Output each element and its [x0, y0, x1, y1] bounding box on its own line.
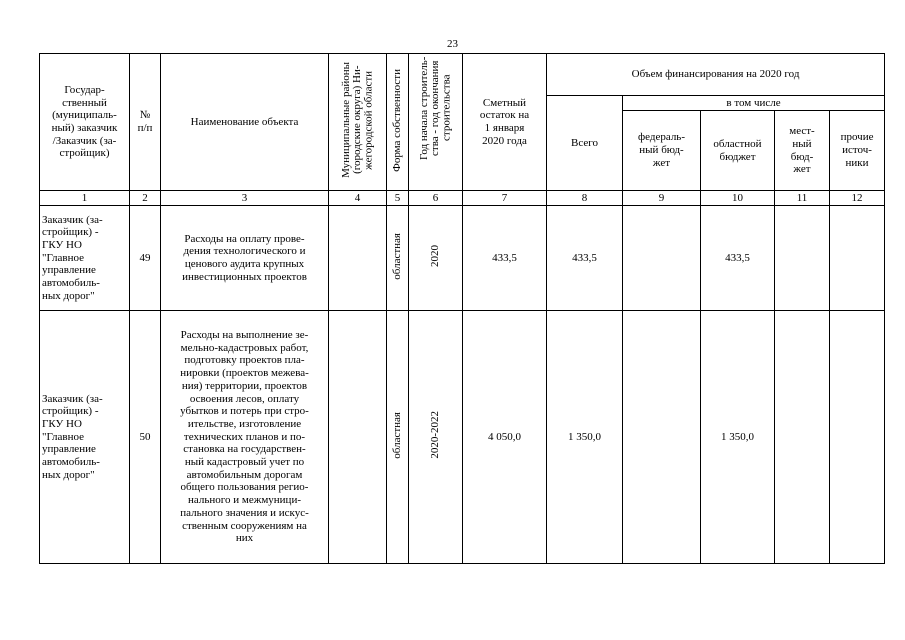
row-customer-text: Заказчик (за- стройщик) - ГКУ НО "Главное управление автомобиль- ных дорог"	[42, 213, 103, 302]
row-ownership	[387, 206, 409, 311]
row-other	[830, 311, 885, 564]
header-federal-text: федераль- ный бюд- жет	[638, 131, 685, 169]
column-number: 10	[701, 191, 775, 206]
header-object-name-text: Наименование объекта	[190, 115, 299, 128]
header-other-text: прочие источ- ники	[840, 131, 874, 169]
page-number: 23	[447, 38, 458, 50]
header-district-text: Муниципальные районы (городские округа) Ни- жегородской области	[339, 62, 375, 179]
row-ownership-text: областная	[390, 232, 403, 280]
header-customer-text: Государ- ственный (муниципаль- ный) заказчик /Заказчик (за- стройщик)	[51, 83, 118, 160]
header-object-name	[161, 54, 329, 191]
row-federal	[623, 311, 701, 564]
row-other	[830, 206, 885, 311]
column-number: 9	[623, 191, 701, 206]
header-row-1	[40, 54, 885, 96]
column-number: 11	[775, 191, 830, 206]
row-years-text: 2020-2022	[428, 411, 441, 459]
header-financing-group-text: Объем финансирования на 2020 год	[631, 68, 800, 81]
column-number: 4	[329, 191, 387, 206]
header-regional	[701, 111, 775, 191]
row-years	[409, 206, 463, 311]
header-total-text: Всего	[571, 136, 598, 149]
row-district	[329, 206, 387, 311]
row-ownership-text: областная	[390, 411, 403, 459]
row-local	[775, 311, 830, 564]
row-regional: 433,5	[701, 206, 775, 311]
row-num: 49	[130, 206, 161, 311]
row-estimated-balance: 433,5	[463, 206, 547, 311]
header-customer	[40, 54, 130, 191]
header-federal	[623, 111, 701, 191]
table-row	[40, 311, 885, 564]
header-ownership-text: Форма собственности	[390, 68, 403, 172]
header-including	[623, 96, 885, 111]
header-ownership	[387, 54, 409, 191]
row-customer	[40, 206, 130, 311]
column-number: 2	[130, 191, 161, 206]
row-customer-text: Заказчик (за- стройщик) - ГКУ НО "Главное управление автомобиль- ных дорог"	[42, 392, 103, 481]
column-number: 8	[547, 191, 623, 206]
header-local	[775, 111, 830, 191]
column-number: 6	[409, 191, 463, 206]
column-number: 12	[830, 191, 885, 206]
header-local-text: мест- ный бюд- жет	[789, 125, 815, 176]
column-number: 5	[387, 191, 409, 206]
header-estimated-balance	[463, 54, 547, 191]
row-total: 433,5	[547, 206, 623, 311]
header-estimated-balance-text: Сметный остаток на 1 января 2020 года	[479, 96, 530, 147]
row-regional: 1 350,0	[701, 311, 775, 564]
row-ownership	[387, 311, 409, 564]
column-number: 1	[40, 191, 130, 206]
header-financing-group	[547, 54, 885, 96]
row-district	[329, 311, 387, 564]
row-local	[775, 206, 830, 311]
row-object-name	[161, 206, 329, 311]
row-object-name	[161, 311, 329, 564]
header-regional-text: областной бюджет	[713, 137, 762, 163]
column-number-row	[40, 191, 885, 206]
header-including-text: в том числе	[726, 96, 781, 109]
header-num	[130, 54, 161, 191]
row-years-text: 2020	[428, 245, 441, 268]
row-object-name-text: Расходы на выполнение зе- мельно-кадастровых работ, подготовку проектов пла- нировки (проектов межева- ния) территории, проектов освоения лесов, оплату убытков и потерь при стро- ительстве, изготовление технических планов и по- становка на государствен- ный кадастровый учет по автомобильным дорогам общего пользования регио- нального и межмуници- пального значения и искус- ственным сооружениям на них	[180, 329, 309, 545]
row-customer	[40, 311, 130, 564]
header-years	[409, 54, 463, 191]
row-num: 50	[130, 311, 161, 564]
header-other	[830, 111, 885, 191]
column-number: 3	[161, 191, 329, 206]
row-federal	[623, 206, 701, 311]
financing-table	[39, 53, 885, 564]
header-total	[547, 96, 623, 191]
column-number: 7	[463, 191, 547, 206]
row-years	[409, 311, 463, 564]
table-row	[40, 206, 885, 311]
row-estimated-balance: 4 050,0	[463, 311, 547, 564]
header-years-text: Год начала строитель- ства - год окончания строительства	[417, 56, 453, 160]
row-total: 1 350,0	[547, 311, 623, 564]
row-object-name-text: Расходы на оплату прове- дения технологического и ценового аудита крупных инвестиционных проектов	[182, 232, 307, 283]
header-district	[329, 54, 387, 191]
header-num-text: № п/п	[137, 109, 153, 134]
